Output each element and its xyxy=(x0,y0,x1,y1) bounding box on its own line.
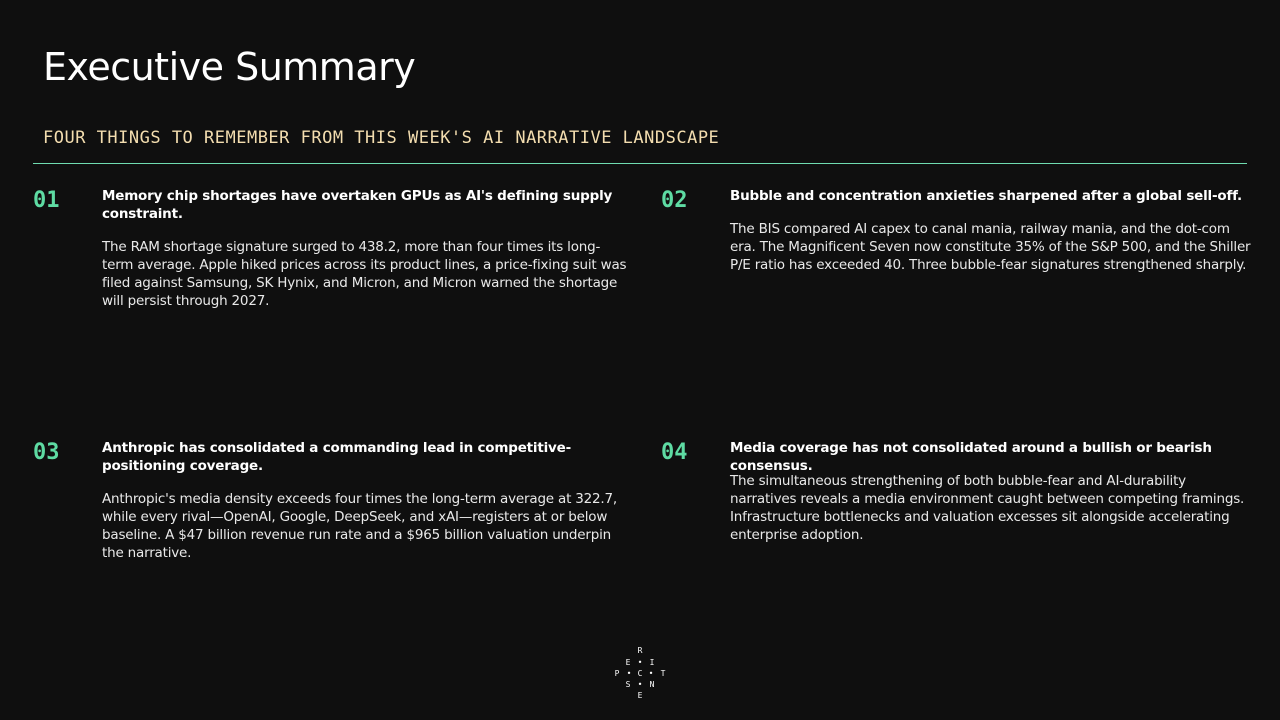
logo-letter: R xyxy=(637,646,643,655)
item-body: The BIS compared AI capex to canal mania, railway mania, and the dot-com era. The Magnificent Seven now constitute 35% of the S&P 500, and the Shiller P/E ratio has exceeded 40. Three bubble-fear signatures strengthened sharply. xyxy=(730,221,1251,273)
item-number: 04 xyxy=(661,440,688,465)
item-heading: Media coverage has not consolidated around a bullish or bearish consensus. xyxy=(730,440,1212,474)
item-body: The simultaneous strengthening of both bubble-fear and AI-durability narratives reveals a media environment caught between competing framings. Infrastructure bottlenecks and valuation excesses sit alongside accelerating enterprise adoption. xyxy=(730,473,1245,543)
logo-dot: • xyxy=(637,680,643,689)
logo-letter: S xyxy=(625,680,631,689)
divider-rule xyxy=(33,163,1247,164)
item-number: 03 xyxy=(33,440,60,465)
item-body: Anthropic's media density exceeds four times the long-term average at 322.7, while every rival—OpenAI, Google, DeepSeek, and xAI—registers at or below baseline. A $47 billion revenue run rate and a $965 billion valuation underpin the narrative. xyxy=(102,491,618,561)
logo-letter: P xyxy=(614,669,620,678)
item-heading: Anthropic has consolidated a commanding lead in competitive-positioning coverage. xyxy=(102,440,571,474)
logo-dot: • xyxy=(637,658,643,667)
logo-dot: • xyxy=(626,669,632,678)
item-number: 01 xyxy=(33,188,60,213)
logo-letter: E xyxy=(625,658,631,667)
logo-dot: • xyxy=(648,669,654,678)
logo-letter: N xyxy=(649,680,655,689)
logo-letter: C xyxy=(637,669,643,678)
logo-letter: I xyxy=(649,658,655,667)
item-heading: Memory chip shortages have overtaken GPUs as AI's defining supply constraint. xyxy=(102,188,613,222)
logo-letter: E xyxy=(637,691,643,700)
page-subtitle: FOUR THINGS TO REMEMBER FROM THIS WEEK'S AI NARRATIVE LANDSCAPE xyxy=(43,128,720,148)
brand-logo xyxy=(612,646,668,702)
item-number: 02 xyxy=(661,188,688,213)
item-heading: Bubble and concentration anxieties sharpened after a global sell-off. xyxy=(730,188,1242,204)
logo-letter: T xyxy=(660,669,666,678)
item-body: The RAM shortage signature surged to 438.2, more than four times its long-term average. Apple hiked prices across its product lines, a price-fixing suit was filed against Samsung, SK Hynix, and Micron, and Micron warned the shortage will persist through 2027. xyxy=(102,239,627,309)
page-title: Executive Summary xyxy=(43,45,416,89)
